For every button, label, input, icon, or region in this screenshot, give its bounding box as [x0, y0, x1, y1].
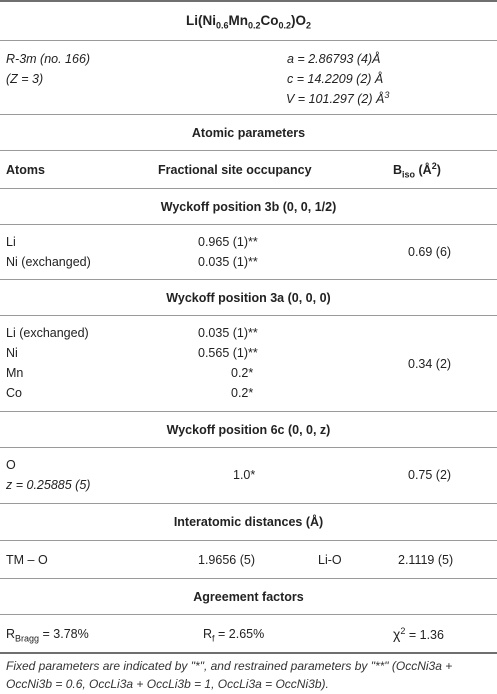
cell-volume: V = 101.297 (2) $Å^3$ [286, 89, 390, 106]
col-occupancy: Fractional site occupancy [158, 163, 312, 177]
top-rule [0, 0, 497, 2]
r-bragg: $R_{Bragg} = 3.78\%$ [6, 627, 89, 644]
rule [0, 540, 497, 541]
wyckoff-3b-title: Wyckoff position 3b (0, 0, 1/2) [160, 200, 337, 214]
rule [0, 411, 497, 412]
table-row: O [6, 458, 16, 472]
table-row: Li 0.965 (1)** [6, 235, 258, 249]
footnote-line-1: Fixed parameters are indicated by "*", and restrained parameters by "**" (OccNi3a + [6, 659, 453, 673]
space-group: R-3m (no. 166) [6, 52, 91, 66]
rule [0, 40, 497, 41]
distances-row: TM – O 1.9656 (5) Li-O 2.1119 (5) [6, 553, 454, 567]
cell-row-1 [0, 50, 497, 68]
r-f: $R_f = 2.65\%$ [203, 627, 265, 644]
rule [0, 224, 497, 225]
col-atoms: Atoms [6, 163, 45, 177]
table-row: Ni (exchanged) 0.035 (1)** [6, 255, 258, 269]
occ-6c: 1.0* 0.75 (2) [233, 468, 452, 482]
section-atomic-parameters: Atomic parameters [191, 126, 306, 140]
rule [0, 114, 497, 115]
rule [0, 578, 497, 579]
agreement-row [0, 625, 497, 643]
column-headers [0, 161, 497, 179]
table-row: Ni 0.565 (1)** [6, 346, 258, 360]
footnote-line-2: OccNi3b = 0.6, OccLi3a + OccLi3b = 1, OccLi3a = OccNi3b). [6, 677, 329, 691]
table-row: Co 0.2* [6, 386, 254, 400]
distances-title: Interatomic distances (Å) [173, 515, 324, 529]
rule [0, 614, 497, 615]
rule [0, 315, 497, 316]
wyckoff-6c-title: Wyckoff position 6c (0, 0, z) [166, 423, 331, 437]
col-biso: $B_{iso}$ $(Å^2)$ [393, 160, 441, 180]
rule [0, 150, 497, 151]
table-row: Mn 0.2* [6, 366, 254, 380]
lattice-c: c = 14.2209 (2) Å [287, 72, 384, 86]
table-title: $Li(Ni_{0.6}Mn_{0.2}Co_{0.2})O_2$ [185, 13, 312, 31]
lattice-a: a = 2.86793 (4)Å [287, 52, 381, 66]
cell-row-3 [0, 90, 497, 108]
wyckoff-3a-title: Wyckoff position 3a (0, 0, 0) [166, 291, 331, 305]
rule [0, 188, 497, 189]
footnote [6, 657, 492, 693]
biso-3b: 0.69 (6) [408, 245, 452, 259]
biso-3a: 0.34 (2) [408, 357, 452, 371]
cell-row-2 [0, 70, 497, 88]
rule [0, 447, 497, 448]
rule [0, 279, 497, 280]
chi-squared: $\chi^2 = 1.36$ [393, 625, 444, 642]
table-row: Li (exchanged) 0.035 (1)** [6, 326, 258, 340]
z-value: (Z = 3) [6, 72, 44, 86]
agreement-title: Agreement factors [193, 590, 304, 604]
bottom-rule [0, 652, 497, 654]
rule [0, 503, 497, 504]
table-row: z = 0.25885 (5) [6, 478, 91, 492]
